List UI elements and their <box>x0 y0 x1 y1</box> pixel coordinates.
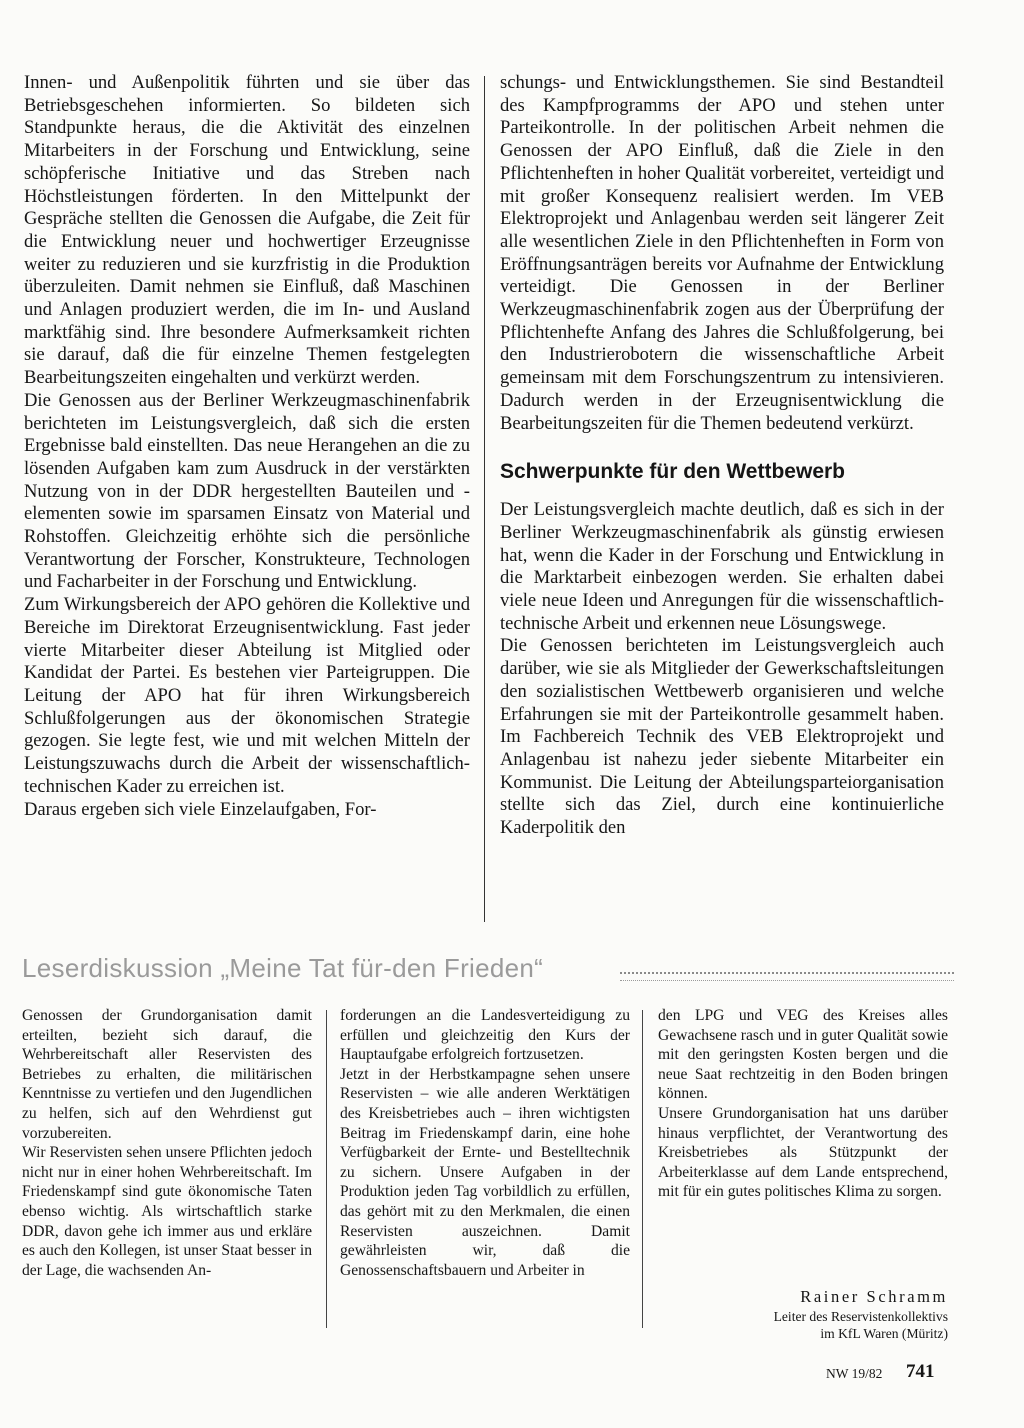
letter-paragraph: Genossen der Grundorganisation damit erteilten, bezieht sich darauf, die Wehrbereitschaft aller Reservisten des Betriebes zu erhalten, die militärischen Kenntnisse zu vertiefen und den Jugendlichen zu helfen, sich auf den Wehrdienst gut vorzubereiten. <box>22 1007 312 1142</box>
header-dotted-rule <box>620 972 954 981</box>
letter-paragraph: Wir Reservisten sehen unsere Pflichten jedoch nicht nur in einer hohen Wehrbereitschaft. Im Friedenskampf sind gute ökonomische Taten ebenso wichtig. Als wirtschaftlich starke DDR, davon gehe ich immer aus und erkläre es auch den Kollegen, ist unser Staat besser in der Lage, die wachsenden An- <box>22 1144 312 1279</box>
letter-paragraph: Unsere Grundorganisation hat uns darüber hinaus verpflichtet, der Verantwortung des Kreisbetriebes als Stützpunkt der Arbeiterklasse auf dem Lande entsprechend, mit für ein gutes politisches Klima zu sorgen. <box>658 1104 948 1201</box>
article-paragraph: Zum Wirkungsbereich der APO gehören die Kollektive und Bereiche im Direktorat Erzeugnisentwicklung. Fast jeder vierte Mitarbeiter dieser Abteilung ist Mitglied oder Kandidat der Partei. Es bestehen vier Parteigruppen. Die Leitung der APO hat für ihren Wirkungsbereich Schlußfolgerungen aus der ökonomischen Strategie gezogen. Sie legte fest, wie und mit welchen Mitteln der Leistungszuwachs durch die Arbeit der wissenschaftlich-technischen Kader zu erreichen ist. <box>24 594 470 797</box>
article-paragraph: Der Leistungsvergleich machte deutlich, daß es sich in der Berliner Werkzeugmaschinenfabrik als günstig erwiesen hat, wenn die Kader in der Forschung und Entwicklung in die Marktarbeit einbezogen werden. Sie erhalten dabei viele neue Ideen und Anregungen für die wissenschaftlich-technische Arbeit und erkennen neue Lösungswege. <box>500 499 944 634</box>
letter-column-3 <box>658 1006 948 1202</box>
author-location: im KfL Waren (Müritz) <box>820 1326 948 1341</box>
column-divider <box>642 1010 643 1328</box>
letter-author <box>658 1286 948 1342</box>
column-divider <box>326 1010 327 1328</box>
letter-column-2 <box>340 1006 630 1280</box>
article-paragraph: Innen- und Außenpolitik führten und sie über das Betriebsgeschehen informierten. So bildeten sich Standpunkte heraus, die die Aktivität des einzelnen Mitarbeiters in der Forschung und Entwicklung, seine schöpferische Initiative und das Streben nach Höchstleistungen förderten. In den Mittelpunkt der Gespräche stellten die Genossen die Aufgabe, die Zeit für die Entwicklung neuer und hochwertiger Erzeugnisse weiter zu reduzieren und sie kurzfristig in die Produktion überzuleiten. Damit nehmen sie Einfluß, daß Maschinen und Anlagen produziert werden, die im In- und Ausland marktfähig sind. Ihre besondere Aufmerksamkeit richten sie darauf, daß die für einzelne Themen festgelegten Bearbeitungszeiten eingehalten und verkürzt werden. <box>24 72 470 389</box>
issue-reference: NW 19/82 <box>826 1366 883 1381</box>
reader-discussion-title: Leserdiskussion „Meine Tat für-den Frieden“ <box>22 953 544 983</box>
letter-paragraph: Jetzt in der Herbstkampagne sehen unsere Reservisten – wie alle anderen Werktätigen des Kreisbetriebes auch – ihren wichtigsten Beitrag im Friedenskampf darin, eine hohe Verfügbarkeit der Ernte- und Bestelltechnik zu sichern. Unsere Aufgaben in der Produktion jeden Tag vorbildlich zu erfüllen, das gehört mit zu den Merkmalen, die einen Reservisten auszeichnen. Damit gewährleisten wir, daß die Genossenschaftsbauern und Arbeiter in <box>340 1065 630 1279</box>
article-paragraph: Die Genossen aus der Berliner Werkzeugmaschinenfabrik berichteten im Leistungsvergleich, daß sich die ersten Ergebnisse bald einstellten. Das neue Herangehen an die zu lösenden Aufgaben kam zum Ausdruck in der verstärkten Nutzung von in der DDR hergestellten Bauteilen und -elementen sowie im sparsamen Einsatz von Material und Rohstoffen. Gleichzeitig erhöhte sich die persönliche Verantwortung der Forscher, Konstrukteure, Technologen und Facharbeiter in der Forschung und Entwicklung. <box>24 389 470 593</box>
section-heading: Schwerpunkte für den Wettbewerb <box>500 460 845 484</box>
article-column-left <box>24 72 470 821</box>
article-paragraph: Die Genossen berichteten im Leistungsvergleich auch darüber, wie sie als Mitglieder der Gewerkschaftsleitungen den sozialistischen Wettbewerb organisieren und welche Erfahrungen sie mit der Parteikontrolle gesammelt haben. Im Fachbereich Technik des VEB Elektroprojekt und Anlagenbau ist nahezu jeder siebente Mitarbeiter ein Kommunist. Die Leitung der Abteilungsparteiorganisation stellte sich das Ziel, durch eine kontinuierliche Kaderpolitik den <box>500 635 944 839</box>
letter-column-1 <box>22 1006 312 1280</box>
letter-paragraph: forderungen an die Landesverteidigung zu erfüllen und gleichzeitig den Kurs der Hauptaufgabe erfolgreich fortzusetzen. <box>340 1007 630 1064</box>
column-divider <box>484 76 485 922</box>
author-name: Rainer Schramm <box>800 1287 948 1306</box>
author-role: Leiter des Reservistenkollektivs <box>773 1309 948 1324</box>
article-column-right <box>500 72 944 840</box>
reader-discussion-header <box>22 950 952 990</box>
article-paragraph: schungs- und Entwicklungsthemen. Sie sind Bestandteil des Kampfprogramms der APO und stehen unter Parteikontrolle. In der politischen Arbeit nehmen die Genossen der APO Einfluß, daß die Ziele in den Pflichtenheften in hoher Qualität vorbereitet, verteidigt und mit großer Konsequenz realisiert werden. Im VEB Elektroprojekt und Anlagenbau werden seit längerer Zeit alle wesentlichen Ziele in den Pflichtenheften in Form von Eröffnungsanträgen bereits vor Aufnahme der Entwicklung verteidigt. Die Genossen in der Berliner Werkzeugmaschinenfabrik zogen aus der Überprüfung der Pflichtenhefte Anfang des Jahres die Schlußfolgerung, bei den Industrierobotern die wissenschaftliche Arbeit gemeinsam mit dem Forschungszentrum zu intensivieren. Dadurch werden in der Erzeugnisentwicklung die Bearbeitungszeiten für die Themen bedeutend verkürzt. <box>500 72 944 434</box>
letter-paragraph: den LPG und VEG des Kreises alles Gewachsene rasch und in guter Qualität sowie mit den geringsten Kosten bergen und die neue Saat rechtzeitig in den Boden bringen können. <box>658 1007 948 1103</box>
page-number: 741 <box>906 1361 935 1382</box>
article-paragraph: Daraus ergeben sich viele Einzelaufgaben, For- <box>24 798 377 820</box>
